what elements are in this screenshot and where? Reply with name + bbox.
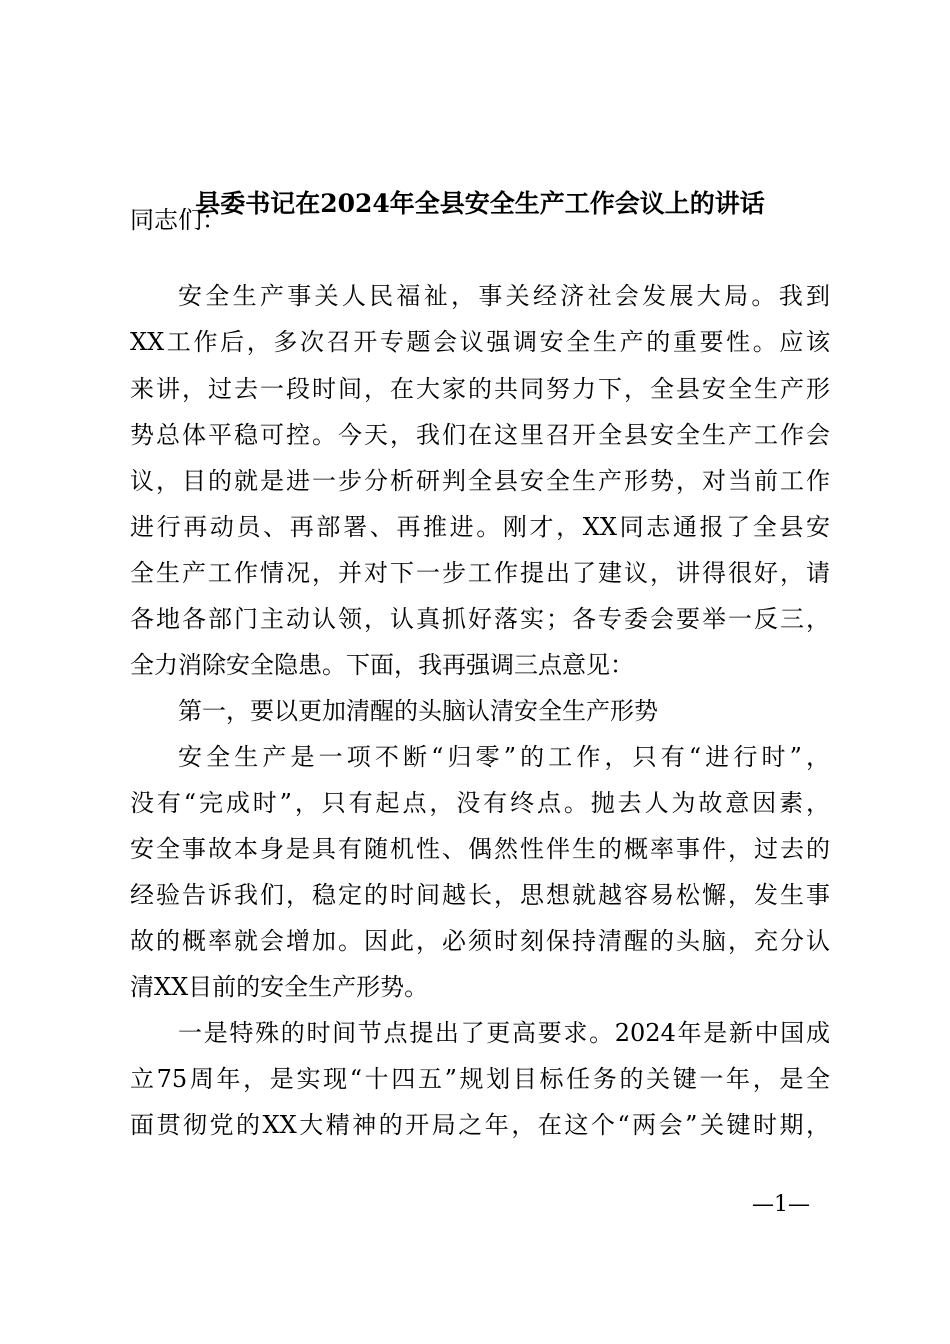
document-title: 县委书记在2024年全县安全生产工作会议上的讲话 — [195, 189, 765, 218]
text-line: XX工作后，多次召开专题会议强调安全生产的重要性。应该 — [130, 328, 830, 356]
text-line: 经验告诉我们，稳定的时间越长，思想就越容易松懈，发生事 — [130, 881, 830, 909]
text-line: 一是特殊的时间节点提出了更高要求。2024年是新中国成 — [178, 1019, 830, 1047]
text-line: 各地各部门主动认领，认真抓好落实；各专委会要举一反三， — [130, 605, 830, 633]
text-line: 来讲，过去一段时间，在大家的共同努力下，全县安全生产形 — [130, 375, 830, 403]
salutation: 同志们： — [130, 206, 226, 234]
text-line: 进行再动员、再部署、再推进。刚才，XX同志通报了全县安 — [130, 513, 830, 541]
text-line: 面贯彻党的XX大精神的开局之年，在这个“两会”关键时期， — [130, 1111, 830, 1139]
text-line: 全力消除安全隐患。下面，我再强调三点意见： — [130, 651, 634, 679]
text-line: 势总体平稳可控。今天，我们在这里召开全县安全生产工作会 — [130, 421, 830, 449]
text-line: 安全生产是一项不断“归零”的工作，只有“进行时”， — [178, 743, 830, 771]
section-heading: 第一，要以更加清醒的头脑认清安全生产形势 — [178, 697, 658, 725]
text-line: 立75周年，是实现“十四五”规划目标任务的关键一年，是全 — [130, 1065, 830, 1093]
text-line: 清XX目前的安全生产形势。 — [130, 973, 429, 1001]
text-line: 没有“完成时”，只有起点，没有终点。抛去人为故意因素， — [130, 789, 830, 817]
text-line: 安全事故本身是具有随机性、偶然性伴生的概率事件，过去的 — [130, 835, 830, 863]
text-line: 安全生产事关人民福祉，事关经济社会发展大局。我到 — [178, 282, 830, 310]
page-number: —1— — [752, 1192, 810, 1217]
text-line: 议，目的就是进一步分析研判全县安全生产形势，对当前工作 — [130, 467, 830, 495]
text-line: 全生产工作情况，并对下一步工作提出了建议，讲得很好，请 — [130, 559, 830, 587]
text-line: 故的概率就会增加。因此，必须时刻保持清醒的头脑，充分认 — [130, 927, 830, 955]
